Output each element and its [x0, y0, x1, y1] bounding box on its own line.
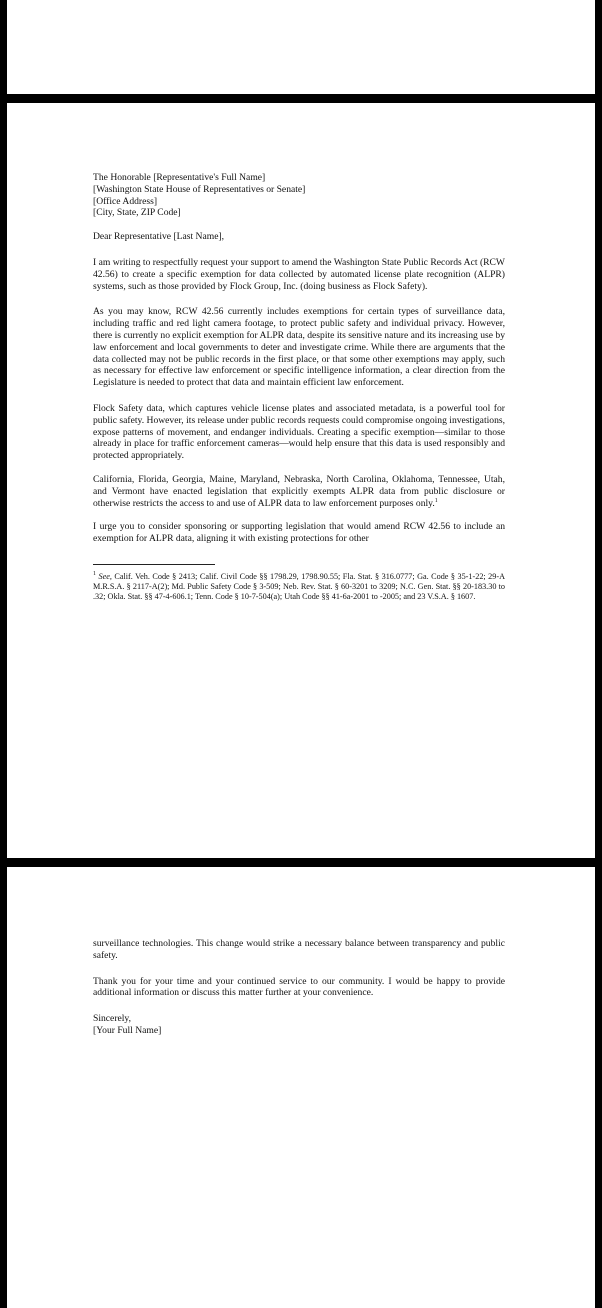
body-paragraph: As you may know, RCW 42.56 currently includes exemptions for certain types of surveillance data, including traffic and red light camera footage, to protect public safety and individual privacy. However, there is currently no explicit exemption for ALPR data, despite its sensitive nature and its increasing use by law enforcement and local governments to deter and investigate crime. While there are arguments that the data collected may not be public records in the first place, or that some other exemptions may apply, such as necessary for effective law enforcement or specific intelligence information, a clear direction from the Legislature is needed to protect that data and maintain efficient law enforcement.: [93, 306, 505, 389]
salutation: Dear Representative [Last Name],: [93, 231, 225, 243]
signature-name: [Your Full Name]: [93, 1024, 162, 1036]
address-line: [Office Address]: [93, 195, 158, 207]
address-line: The Honorable [Representative's Full Name]: [93, 172, 266, 183]
footnote-citations: , Calif. Veh. Code § 2413; Calif. Civil Code §§ 1798.29, 1798.90.55; Fla. Stat. § 316.0777; Ga. Code § 35-1-22; 29-A M.R.S.A. § 2117-A(2); Md. Public Safety Code § 3-509; Neb. Rev. Stat. § 60-3201 to 3209; N.C. Gen. Stat. §§ 20-183.30 to .32; Okla. Stat. §§ 47-4-606.1; Tenn. Code § 10-7-504(a); Utah Code §§ 41-6a-2001 to -2005; and 23 V.S.A. § 1607.: [93, 571, 505, 601]
footnote-divider: [93, 564, 215, 565]
page-2-content: [93, 938, 505, 1037]
footnote-reference: 1: [434, 497, 438, 504]
body-paragraph: Flock Safety data, which captures vehicle license plates and associated metadata, is a powerful tool for public safety. However, its release under public records requests could compromise ongoing investigations, expose patterns of movement, and endanger individuals. Creating a specific exemption—similar to those already in place for traffic enforcement cameras—would help ensure that this data is used responsibly and protected appropriately.: [93, 402, 505, 462]
footnote: [93, 572, 505, 602]
closing-paragraph: Thank you for your time and your continued service to our community. I would be happy to provide additional information or discuss this matter further at your convenience.: [93, 975, 505, 999]
recipient-address: [93, 172, 505, 219]
page-1-content: [93, 172, 505, 602]
address-line: [Washington State House of Representatives or Senate]: [93, 183, 306, 195]
footnote-number: 1: [93, 570, 96, 577]
address-line: [City, State, ZIP Code]: [93, 207, 181, 219]
letter-page-1: [7, 103, 595, 858]
body-paragraph: I urge you to consider sponsoring or supporting legislation that would amend RCW 42.56 to include an exemption for ALPR data, aligning it with existing protections for other: [93, 521, 505, 545]
signoff: Sincerely,: [93, 1013, 132, 1025]
previous-page-bottom: [7, 0, 595, 94]
letter-page-2: [7, 867, 595, 1308]
body-paragraph-text: California, Florida, Georgia, Maine, Maryland, Nebraska, North Carolina, Oklahoma, Tennessee, Utah, and Vermont have enacted legislation that explicitly exempts ALPR data from public disclosure or otherwise restricts the access to and use of ALPR data to law enforcement purposes only.: [93, 473, 505, 509]
body-paragraph: I am writing to respectfully request your support to amend the Washington State Public Records Act (RCW 42.56) to create a specific exemption for data collected by automated license plate recognition (ALPR) systems, such as those provided by Flock Group, Inc. (doing business as Flock Safety).: [93, 256, 505, 292]
footnote-signal: See: [98, 571, 110, 581]
continued-paragraph: surveillance technologies. This change would strike a necessary balance between transparency and public safety.: [93, 938, 505, 961]
body-paragraph: [93, 474, 505, 509]
